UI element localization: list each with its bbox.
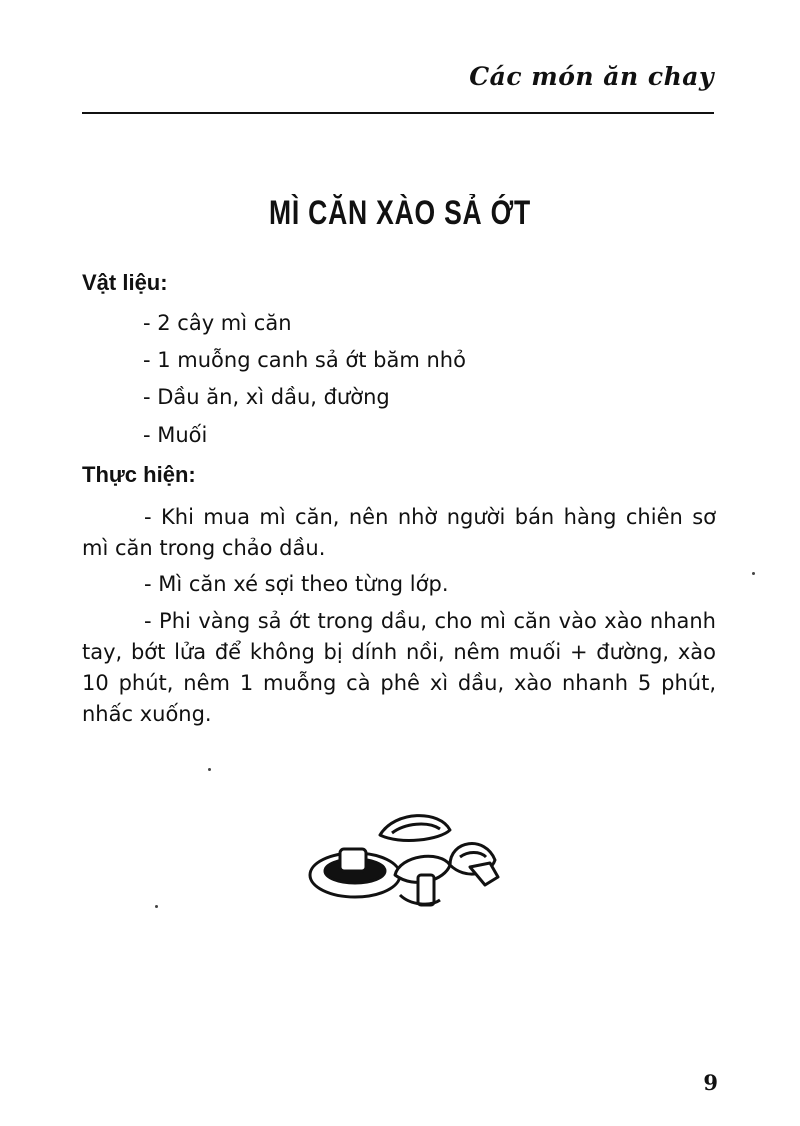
method-step bbox=[82, 502, 716, 564]
ingredient-item: - Muối bbox=[143, 423, 208, 447]
ingredient-item: - 1 muỗng canh sả ớt băm nhỏ bbox=[143, 348, 466, 372]
method-step-text: - Mì căn xé sợi theo từng lớp. bbox=[144, 572, 449, 596]
recipe-title: MÌ CĂN XÀO SẢ ỚT bbox=[268, 194, 532, 232]
method-step-text: - Phi vàng sả ớt trong dầu, cho mì căn vào xào nhanh tay, bớt lửa để không bị dính nồi, nêm muối + đường, xào 10 phút, nêm 1 muỗng cà phê xì dầu, xào nhanh 5 phút, nhấc xuống. bbox=[82, 609, 716, 726]
method-step bbox=[82, 606, 716, 730]
mushroom-icon bbox=[300, 805, 510, 915]
ingredient-item: - Dầu ăn, xì dầu, đường bbox=[143, 385, 390, 409]
method-heading: Thực hiện: bbox=[82, 462, 196, 487]
speck bbox=[155, 905, 158, 908]
speck bbox=[208, 768, 211, 771]
header-rule bbox=[82, 112, 714, 114]
ingredient-item: - 2 cây mì căn bbox=[143, 311, 292, 335]
ingredients-heading: Vật liệu: bbox=[82, 270, 168, 295]
method-step-text: - Khi mua mì căn, nên nhờ người bán hàng chiên sơ mì căn trong chảo dầu. bbox=[82, 505, 716, 560]
page-number: 9 bbox=[703, 1070, 718, 1095]
running-head: Các món ăn chay bbox=[469, 62, 714, 91]
method-step bbox=[82, 569, 716, 600]
speck bbox=[752, 572, 755, 575]
